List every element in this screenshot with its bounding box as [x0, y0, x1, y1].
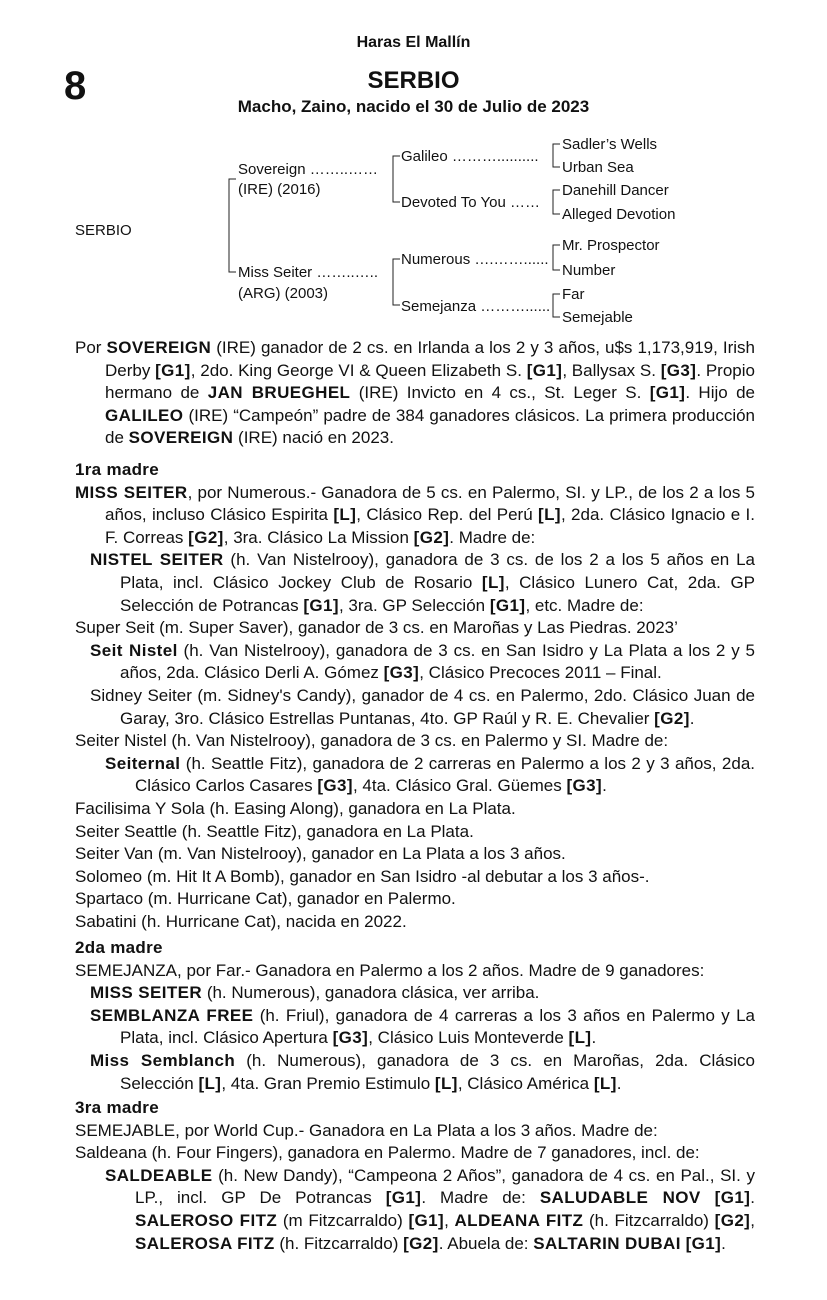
- pedigree-subject: SERBIO: [75, 222, 132, 239]
- pedigree-sire: Sovereign ……..……: [238, 161, 379, 178]
- produce-semblanza-free: SEMBLANZA FREE (h. Friul), ganadora de 4 carreras a los 3 años en Palermo y La Plata, incl. Clásico Apertura [G3], Clásico Luis Monteverde [L].: [90, 1005, 755, 1048]
- produce-seiter-nistel: Seiter Nistel (h. Van Nistelrooy), ganadora de 3 cs. en Palermo y SI. Madre de:: [75, 731, 669, 751]
- produce-saldeana: Saldeana (h. Four Fingers), ganadora en Palermo. Madre de 7 ganadores, incl. de:: [75, 1143, 700, 1163]
- produce-seit-nistel: Seit Nistel (h. Van Nistelrooy), ganadora de 3 cs. en San Isidro y La Plata a los 2 y 5 años, 2da. Clásico Derli A. Gómez [G3], Clásico Precoces 2011 – Final.: [90, 640, 755, 683]
- pedigree-gg4: Alleged Devotion: [562, 206, 676, 223]
- produce-seiter-van: Seiter Van (m. Van Nistelrooy), ganador en La Plata a los 3 años.: [75, 844, 566, 864]
- horse-details: Macho, Zaino, nacido el 30 de Julio de 2023: [237, 97, 590, 116]
- produce-solomeo: Solomeo (m. Hit It A Bomb), ganador en San Isidro -al debutar a los 3 años-.: [75, 866, 650, 886]
- sire-paragraph: [75, 337, 755, 450]
- pedigree-gg6: Number: [562, 262, 616, 279]
- produce-super-seit: Super Seit (m. Super Saver), ganador de 3 cs. en Maroñas y Las Piedras. 2023’: [75, 618, 678, 638]
- second-dam-intro: SEMEJANZA, por Far.- Ganadora en Palermo a los 2 años. Madre de 9 ganadores:: [75, 960, 705, 980]
- produce-facilisima: Facilisima Y Sola (h. Easing Along), ganadora en La Plata.: [75, 798, 516, 818]
- produce-saldeable: SALDEABLE (h. New Dandy), “Campeona 2 Años”, ganadora de 4 cs. en Pal., SI. y LP., incl. GP De Potrancas [G1]. Madre de: SALUDABLE NOV [G1]. SALEROSO FITZ (m Fitzcarraldo) [G1], ALDEANA FITZ (h. Fitzcarraldo) [G2], SALEROSA FITZ (h. Fitzcarraldo) [G2]. Abuela de: SALTARIN DUBAI [G1].: [105, 1165, 755, 1253]
- pedigree-sire-sire: Galileo ………..........: [401, 148, 539, 165]
- third-dam-section: [75, 1097, 755, 1255]
- produce-seiter-seattle: Seiter Seattle (h. Seattle Fitz), ganadora en La Plata.: [75, 821, 474, 841]
- second-dam-section: [75, 937, 755, 1095]
- pedigree-gg7: Far: [562, 286, 585, 303]
- produce-seiternal: Seiternal (h. Seattle Fitz), ganadora de 2 carreras en Palermo a los 2 y 3 años, 2da. Clásico Carlos Casares [G3], 4ta. Clásico Gral. Güemes [G3].: [105, 753, 755, 796]
- third-dam-heading: 3ra madre: [75, 1098, 159, 1117]
- produce-sidney-seiter: Sidney Seiter (m. Sidney's Candy), ganador de 4 cs. en Palermo, 2do. Clásico Juan de Garay, 3ro. Clásico Estrellas Puntanas, 4to. GP Raúl y R. E. Chevalier [G2].: [90, 685, 755, 728]
- first-dam-intro: MISS SEITER, por Numerous.- Ganadora de 5 cs. en Palermo, SI. y LP., de los 2 a los 5 años, incluso Clásico Espirita [L], Clásico Rep. del Perú [L], 2da. Clásico Ignacio e I. F. Correas [G2], 3ra. Clásico La Mission [G2]. Madre de:: [75, 482, 755, 547]
- pedigree-dam: Miss Seiter ……..…..: [238, 264, 379, 281]
- farm-name: Haras El Mallín: [356, 34, 471, 51]
- pedigree-sire-dam: Devoted To You ……: [401, 194, 540, 211]
- sire-text: Por SOVEREIGN (IRE) ganador de 2 cs. en Irlanda a los 2 y 3 años, u$s 1,173,919, Irish Derby [G1], 2do. King George VI & Queen Elizabeth S. [G1], Ballysax S. [G3]. Propio hermano de JAN BRUEGHEL (IRE) Invicto en 4 cs., St. Leger S. [G1]. Hijo de GALILEO (IRE) “Campeón” padre de 384 ganadores clásicos. La primera producción de SOVEREIGN (IRE) nació en 2023.: [75, 338, 755, 448]
- first-dam-section: [75, 459, 755, 933]
- produce-sabatini: Sabatini (h. Hurricane Cat), nacida en 2022.: [75, 911, 407, 931]
- pedigree-gg1: Sadler’s Wells: [562, 136, 658, 153]
- produce-spartaco: Spartaco (m. Hurricane Cat), ganador en Palermo.: [75, 889, 456, 909]
- lot-number: 8: [64, 64, 87, 108]
- pedigree-brackets: [0, 0, 827, 340]
- pedigree-dam-sire: Numerous ….……......: [401, 251, 549, 268]
- third-dam-intro: SEMEJABLE, por World Cup.- Ganadora en La Plata a los 3 años. Madre de:: [75, 1120, 658, 1140]
- pedigree-gg3: Danehill Dancer: [562, 182, 669, 199]
- second-dam-heading: 2da madre: [75, 938, 163, 957]
- first-dam-heading: 1ra madre: [75, 460, 159, 479]
- pedigree-sire-origin: (IRE) (2016): [238, 181, 321, 198]
- pedigree-gg5: Mr. Prospector: [562, 237, 660, 254]
- produce-nistel-seiter: NISTEL SEITER (h. Van Nistelrooy), ganadora de 3 cs. de los 2 a los 5 años en La Plata, incl. Clásico Jockey Club de Rosario [L], Clásico Lunero Cat, 2da. GP Selección de Potrancas [G1], 3ra. GP Selección [G1], etc. Madre de:: [90, 550, 755, 615]
- horse-name: SERBIO: [367, 67, 460, 94]
- pedigree-dam-origin: (ARG) (2003): [238, 285, 329, 302]
- pedigree-gg2: Urban Sea: [562, 159, 634, 176]
- pedigree-dam-dam: Semejanza ………......: [401, 298, 551, 315]
- produce-miss-semblanch: Miss Semblanch (h. Numerous), ganadora de 3 cs. en Maroñas, 2da. Clásico Selección [L], 4ta. Gran Premio Estimulo [L], Clásico América [L].: [90, 1050, 755, 1093]
- produce-miss-seiter: MISS SEITER (h. Numerous), ganadora clásica, ver arriba.: [90, 983, 540, 1003]
- pedigree-gg8: Semejable: [562, 309, 633, 326]
